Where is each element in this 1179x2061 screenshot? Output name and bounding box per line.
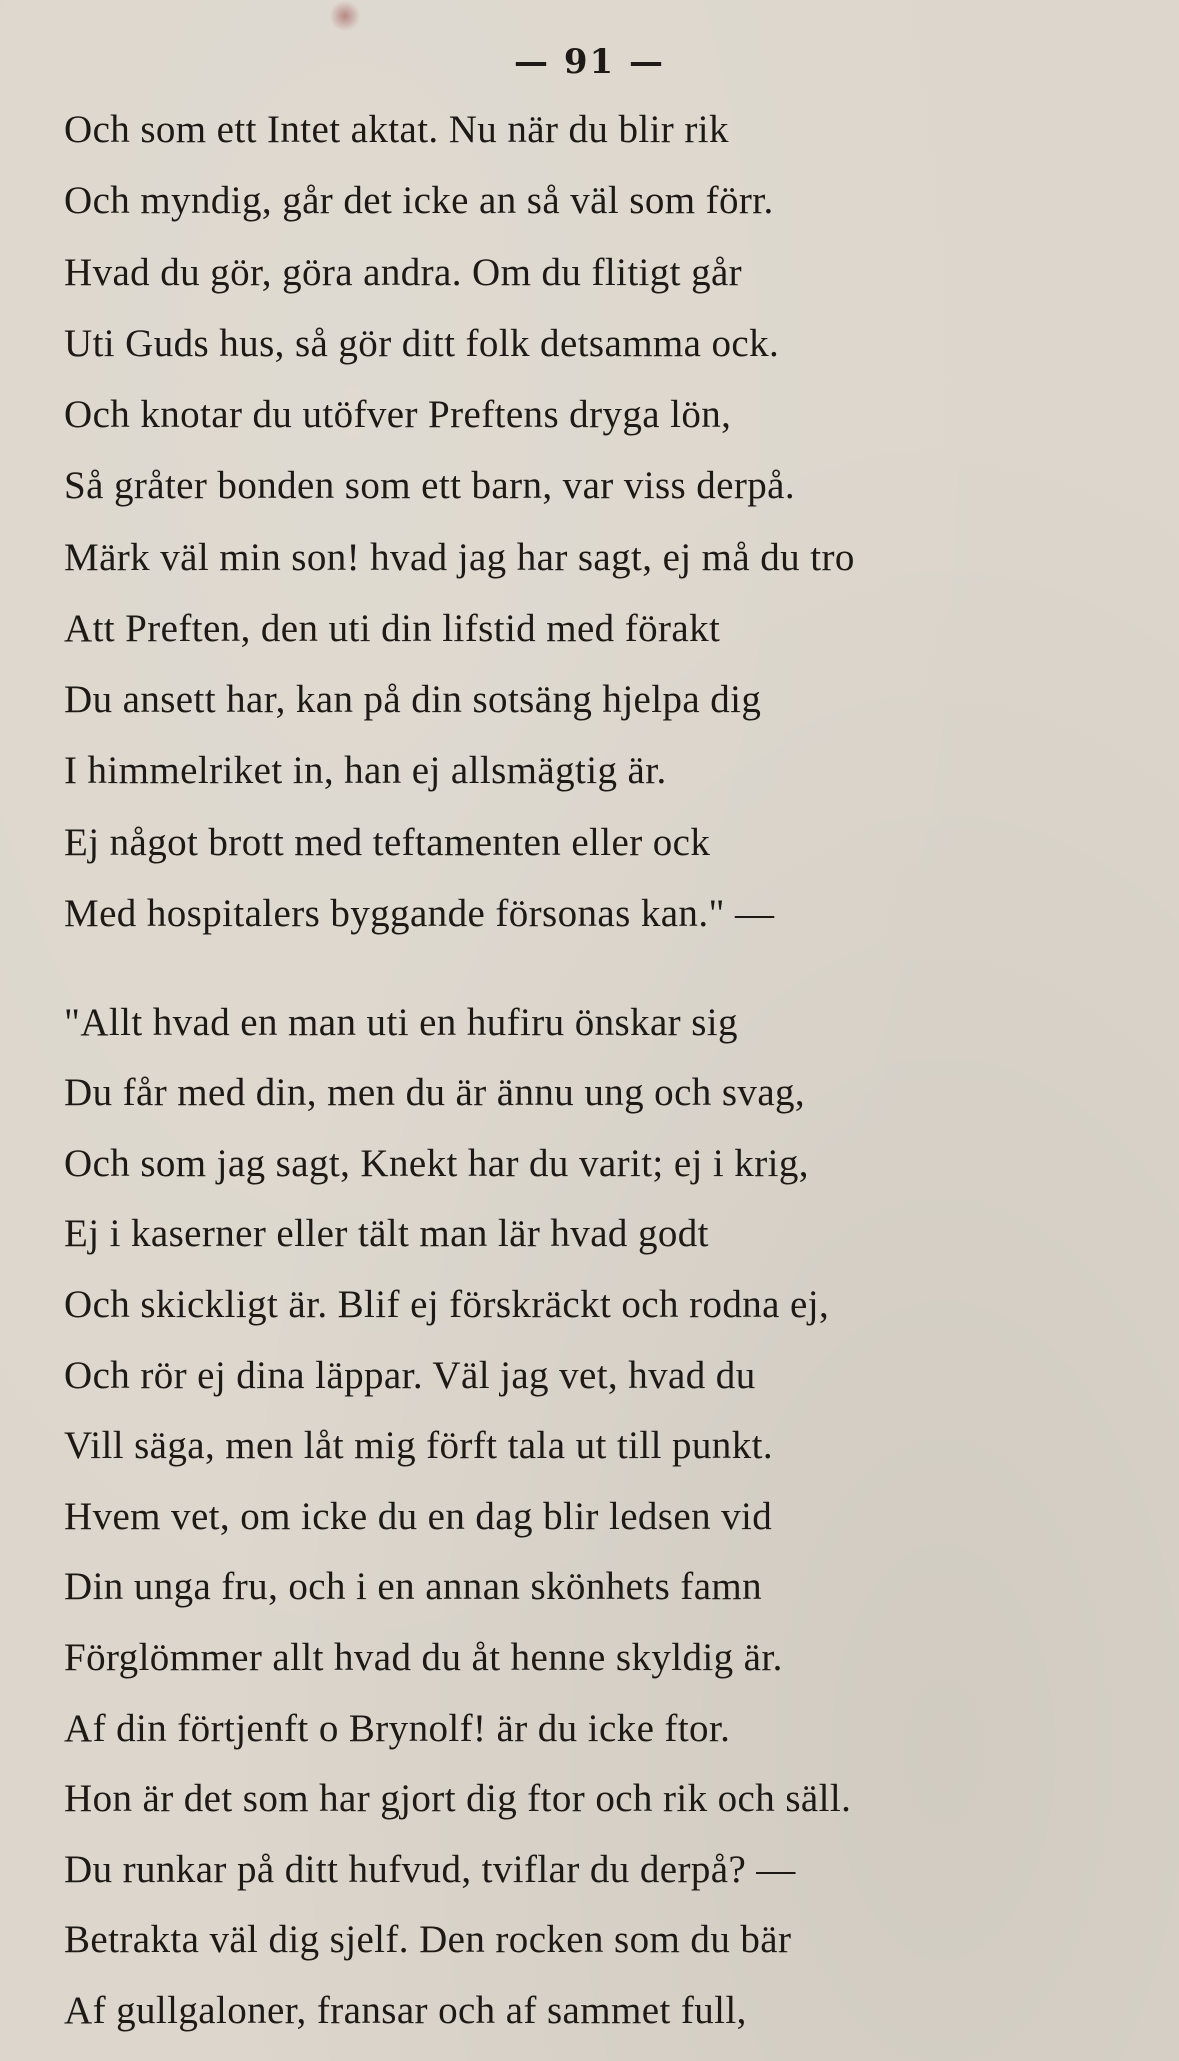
verse-line: Förglömmer allt hvad du åt henne skyldig är. [64, 1636, 783, 1679]
verse-line: Betrakta väl dig sjelf. Den rocken som du bär [64, 1918, 792, 1961]
verse-line: Och som ett Intet aktat. Nu när du blir rik [64, 108, 729, 151]
verse-line: I himmelriket in, han ej allsmägtig är. [64, 749, 667, 792]
verse-line: Ej i kaserner eller tält man lär hvad godt [64, 1212, 709, 1255]
verse-line: Du runkar på ditt hufvud, tviflar du derpå? — [64, 1848, 796, 1891]
verse-line: Ej något brott med teftamenten eller ock [64, 821, 711, 864]
verse-line: Du ansett har, kan på din sotsäng hjelpa dig [64, 678, 762, 721]
verse-line: "Allt hvad en man uti en hufiru önskar sig [64, 1001, 738, 1044]
verse-line: Märk väl min son! hvad jag har sagt, ej må du tro [64, 536, 855, 579]
verse-line: Och som jag sagt, Knekt har du varit; ej i krig, [64, 1142, 809, 1185]
page-number: — 91 — [514, 42, 665, 82]
verse-line: Uti Guds hus, så gör ditt folk detsamma ock. [64, 322, 780, 365]
verse-line: Och myndig, går det icke an så väl som förr. [64, 179, 774, 222]
verse-line: Vill säga, men låt mig förft tala ut till punkt. [64, 1424, 773, 1467]
ink-stain [330, 0, 360, 32]
verse-line: Du får med din, men du är ännu ung och svag, [64, 1071, 806, 1114]
verse-line: Af gullgaloner, fransar och af sammet full, [64, 1989, 747, 2032]
verse-line: Att Preften, den uti din lifstid med förakt [64, 607, 721, 650]
verse-line: Med hospitalers byggande försonas kan." — [64, 892, 775, 935]
verse-line: Och skickligt är. Blif ej förskräckt och rodna ej, [64, 1283, 830, 1326]
verse-line: Hvem vet, om icke du en dag blir ledsen vid [64, 1495, 773, 1538]
verse-line: Och rör ej dina läppar. Väl jag vet, hvad du [64, 1354, 756, 1397]
verse-line: Af din förtjenft o Brynolf! är du icke ftor. [64, 1707, 731, 1750]
verse-line: Och knotar du utöfver Preftens dryga lön, [64, 393, 732, 436]
verse-line: Din unga fru, och i en annan skönhets famn [64, 1565, 763, 1608]
verse-line: Så gråter bonden som ett barn, var viss derpå. [64, 464, 796, 507]
verse-line: Hon är det som har gjort dig ftor och rik och säll. [64, 1777, 852, 1820]
verse-line: Hvad du gör, göra andra. Om du flitigt går [64, 251, 743, 294]
